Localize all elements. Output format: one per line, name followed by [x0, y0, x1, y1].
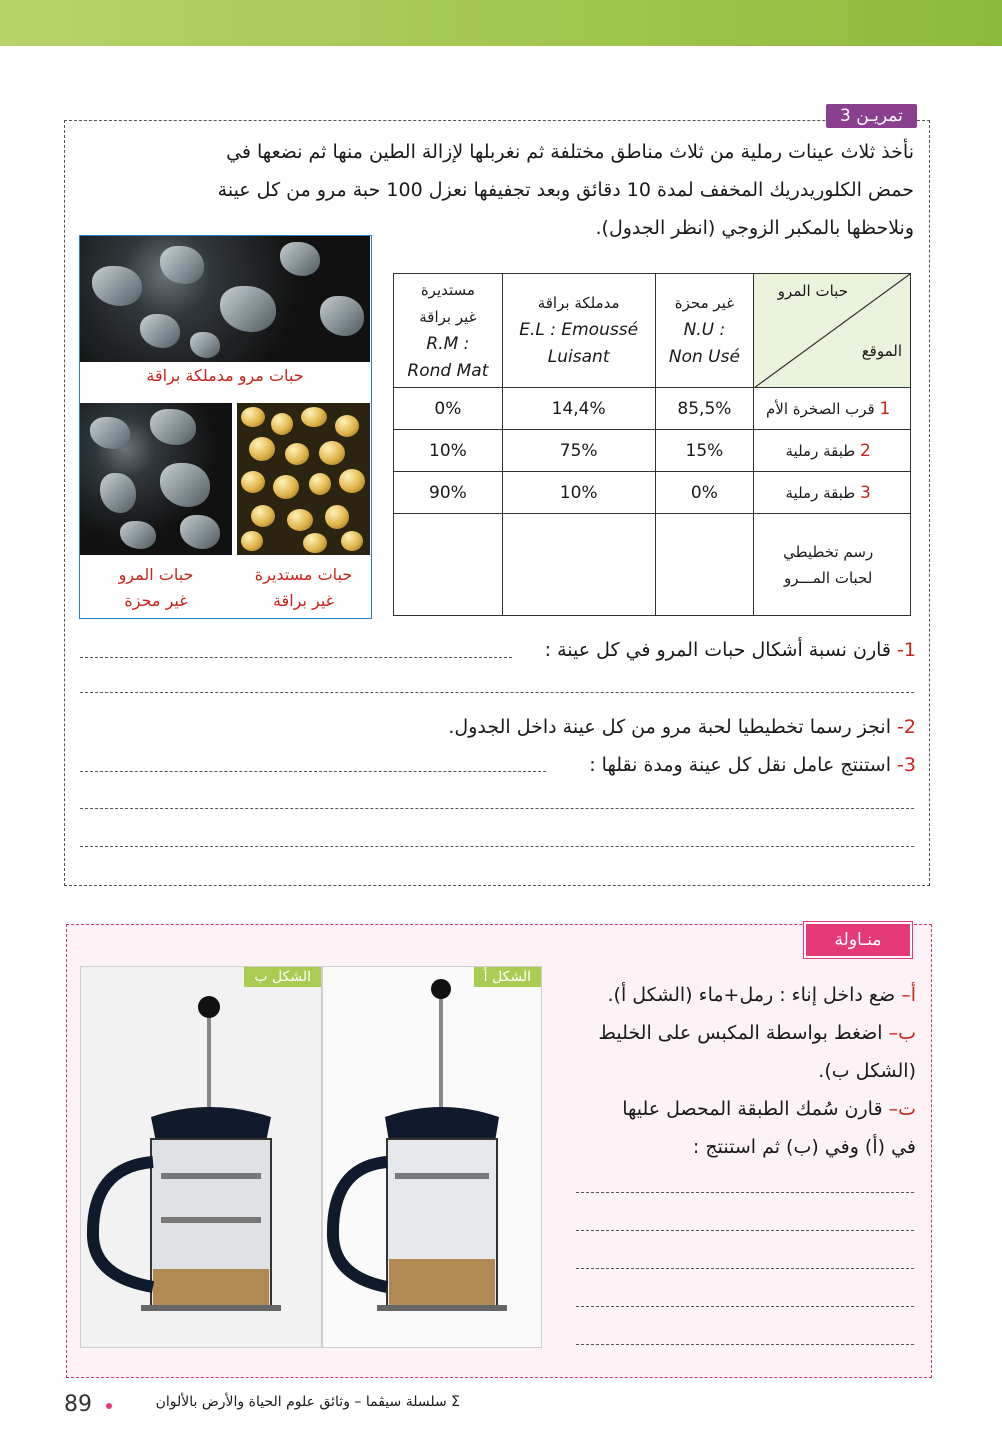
exercise-tag: تمريـن 3 — [826, 104, 917, 128]
cell-r1-nu: 85,5% — [655, 388, 754, 430]
table-corner-cell — [754, 274, 911, 388]
cell-r1-rm: 0% — [394, 388, 503, 430]
answer-line-1b[interactable] — [80, 692, 914, 693]
quartz-table — [393, 273, 911, 616]
cell-r2-nu: 15% — [655, 430, 754, 472]
figure-a-label: الشكل أ — [474, 967, 541, 987]
page-number: 89 — [64, 1392, 92, 1417]
figure-b-panel — [80, 966, 322, 1348]
corner-bottom-label: الموقع — [861, 342, 902, 360]
header-emousse: مدملكة براقة E.L : Emoussé Luisant — [502, 274, 655, 388]
answer-line-3b[interactable] — [80, 808, 914, 809]
cell-r2-el: 75% — [502, 430, 655, 472]
step-c-cont: في (أ) وفي (ب) ثم استنتج : — [692, 1136, 916, 1158]
activity-tag: منـاولة — [804, 922, 912, 958]
header-rond-mat: مستديرة غير براقة R.M : Rond Mat — [394, 274, 503, 388]
cell-r3-nu: 0% — [655, 472, 754, 514]
activity-answer-line-2[interactable] — [576, 1230, 914, 1231]
drawing-cell-nu[interactable] — [655, 514, 754, 616]
step-b: ب– اضغط بواسطة المكبس على الخليط — [598, 1022, 916, 1044]
question-1: 1- قارن نسبة أشكال حبات المرو في كل عينة : — [544, 639, 916, 661]
caption-non-use: حبات المرو غير محزة — [118, 565, 194, 610]
activity-answer-line-5[interactable] — [576, 1344, 914, 1345]
corner-top-label: حبات المرو — [777, 282, 848, 300]
quartz-photo-emousse — [80, 236, 370, 362]
quartz-photo-non-use — [80, 403, 232, 555]
quartz-photo-rond-mat — [237, 403, 370, 555]
header-non-use: غير محزة N.U : Non Usé — [655, 274, 754, 388]
step-b-cont: (الشكل ب). — [818, 1060, 916, 1082]
answer-line-3c[interactable] — [80, 846, 914, 847]
footer-dot — [106, 1403, 112, 1409]
french-press-b-illustration — [81, 967, 321, 1347]
cell-r3-rm: 90% — [394, 472, 503, 514]
answer-line-3a[interactable] — [80, 771, 546, 772]
drawing-cell-el[interactable] — [502, 514, 655, 616]
quartz-photos-frame — [79, 235, 372, 619]
caption-rond-mat: حبات مستديرة غير براقة — [254, 565, 353, 610]
row-label-1: 1 قرب الصخرة الأم — [754, 388, 911, 430]
row-label-3: 3 طبقة رملية — [754, 472, 911, 514]
cell-r3-el: 10% — [502, 472, 655, 514]
row-label-2: 2 طبقة رملية — [754, 430, 911, 472]
activity-answer-line-1[interactable] — [576, 1192, 914, 1193]
top-banner — [0, 0, 1002, 46]
activity-answer-line-4[interactable] — [576, 1306, 914, 1307]
step-a: أ– ضع داخل إناء : رمل+ماء (الشكل أ). — [607, 984, 916, 1006]
drawing-cell-rm[interactable] — [394, 514, 503, 616]
question-2: 2- انجز رسما تخطيطيا لحبة مرو من كل عينة داخل الجدول. — [448, 716, 916, 738]
intro-line-3: ونلاحظها بالمكبر الزوجي (انظر الجدول). — [595, 217, 914, 239]
footer-series: Σ سلسلة سيڤما – وثائق علوم الحياة والأرض بالألوان — [155, 1394, 460, 1410]
activity-answer-line-3[interactable] — [576, 1268, 914, 1269]
question-3: 3- استنتج عامل نقل كل عينة ومدة نقلها : — [589, 754, 916, 776]
intro-line-1: نأخذ ثلاث عينات رملية من ثلاث مناطق مختلفة ثم نغربلها لإزالة الطين منها ثم نضعها في — [226, 141, 914, 163]
cell-r2-rm: 10% — [394, 430, 503, 472]
row-label-drawing: رسم تخطيطي لحبات المـــرو — [754, 514, 911, 616]
step-c: ت– قارن سُمك الطبقة المحصل عليها — [622, 1098, 916, 1120]
figure-b-label: الشكل ب — [244, 967, 321, 987]
french-press-a-illustration — [323, 967, 541, 1347]
intro-line-2: حمض الكلوريدريك المخفف لمدة 10 دقائق وبعد تجفيفها نعزل 100 حبة مرو من كل عينة — [217, 179, 914, 201]
figure-a-panel — [322, 966, 542, 1348]
caption-emousse: حبات مرو مدملكة براقة — [146, 366, 304, 385]
cell-r1-el: 14,4% — [502, 388, 655, 430]
answer-line-1a[interactable] — [80, 657, 512, 658]
